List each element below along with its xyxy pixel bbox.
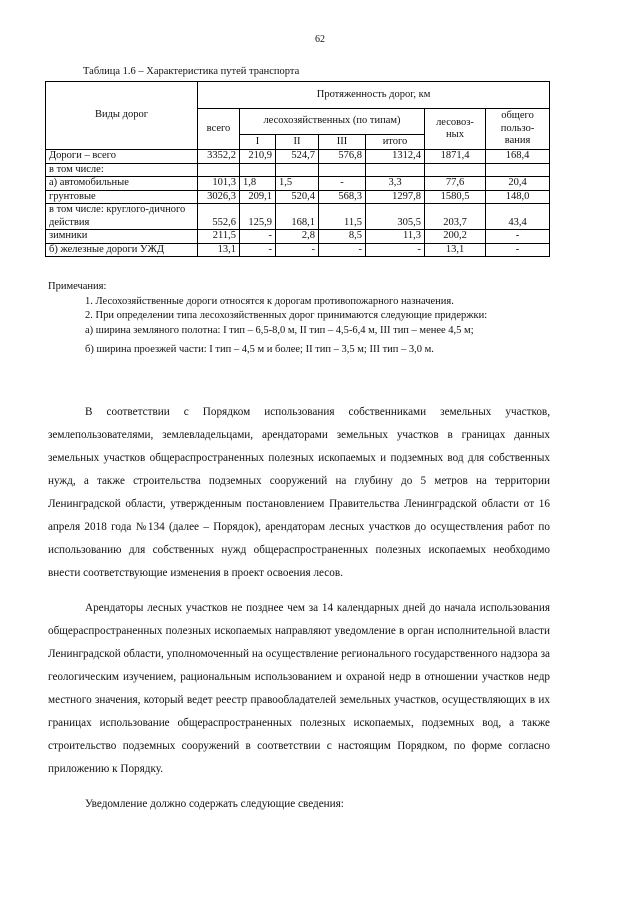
cell-total: 211,5 [198,230,240,244]
cell-type-3: 576,8 [319,150,366,164]
cell-type-2: - [276,243,319,257]
cell-type-3: - [319,243,366,257]
cell-total [198,163,240,177]
cell-type-3: 11,5 [319,204,366,230]
table-row [46,230,550,244]
header-general-use: общего пользо-вания [486,109,550,150]
header-road-types: Виды дорог [46,82,198,150]
cell-timber: 1871,4 [425,150,486,164]
paragraph-2: Арендаторы лесных участков не позднее чем за 14 календарных дней до начала использования общераспространенных полезных ископаемых направляют уведомление в орган исполнительной власти Ленинградской области, уполномоченный на осуществление регионального государственного надзора за геологическим изучением, рациональным использованием и охраной недр в отношении участков недр местного значения, который ведет реестр правообладателей земельных участков, осуществляющих в их границах использование общераспространенных полезных ископаемых, подземных вод, а также строительство подземных сооружений в соответствии с настоящим Порядком, по форме согласно приложению к Порядку. [48,602,550,775]
header-timber-haul: лесовоз-ных [425,109,486,150]
row-label: б) железные дороги УЖД [46,243,198,257]
cell-general: 168,4 [486,150,550,164]
cell-total: 101,3 [198,177,240,191]
note-2a: а) ширина земляного полотна: I тип – 6,5-8,0 м, II тип – 4,5-6,4 м, III тип – менее 4,5 м; [85,324,474,336]
row-label: зимники [46,230,198,244]
page-number: 62 [315,34,325,45]
header-type-1: I [240,135,276,150]
cell-type-3: 568,3 [319,190,366,204]
table-caption: Таблица 1.6 – Характеристика путей транспорта [83,66,300,77]
cell-total: 552,6 [198,204,240,230]
body-text [48,401,550,828]
cell-subtotal: 11,3 [366,230,425,244]
cell-type-1: 1,8 [240,177,276,191]
cell-general: 20,4 [486,177,550,191]
roads-table [45,81,550,257]
table-notes [48,280,550,358]
row-label: а) автомобильные [46,177,198,191]
cell-type-1: - [240,230,276,244]
cell-general [486,163,550,177]
cell-total: 3352,2 [198,150,240,164]
note-2: 2. При определении типа лесохозяйственных дорог принимаются следующие придержки: [85,310,488,321]
cell-type-1: 210,9 [240,150,276,164]
cell-timber: 13,1 [425,243,486,257]
notes-title: Примечания: [48,281,107,292]
note-2b: б) ширина проезжей части: I тип – 4,5 м и более; II тип – 3,5 м; III тип – 3,0 м. [85,344,434,355]
table-row [46,163,550,177]
cell-subtotal: 1312,4 [366,150,425,164]
cell-type-1 [240,163,276,177]
cell-type-1: 125,9 [240,204,276,230]
cell-timber [425,163,486,177]
paragraph-3: Уведомление должно содержать следующие сведения: [85,798,344,810]
cell-type-2 [276,163,319,177]
table-row [46,177,550,191]
cell-general: 43,4 [486,204,550,230]
row-label: в том числе: [46,163,198,177]
header-total: всего [198,109,240,150]
table-row [46,204,550,230]
row-label: Дороги – всего [46,150,198,164]
cell-type-2: 1,5 [276,177,319,191]
cell-subtotal: - [366,243,425,257]
cell-type-2: 168,1 [276,204,319,230]
row-label: в том числе: круглого-дичного действия [46,204,198,230]
header-forest-econ: лесохозяйственных (по типам) [240,109,425,135]
cell-type-2: 524,7 [276,150,319,164]
cell-general: - [486,230,550,244]
table-row [46,243,550,257]
cell-type-2: 520,4 [276,190,319,204]
header-subtotal: итого [366,135,425,150]
cell-total: 13,1 [198,243,240,257]
paragraph-1: В соответствии с Порядком использования собственниками земельных участков, землепользователями, землевладельцами, арендаторами земельных участков в границах данных земельных участков общераспространенных полезных ископаемых и подземных вод для собственных нужд, а также строительства подземных сооружений на глубину до 5 метров на территории Ленинградской области, утвержденным постановлением Правительства Ленинградской области от 16 апреля 2018 года №134 (далее – Порядок), арендаторам лесных участков до осуществления работ по использованию для собственных нужд общераспространенных полезных ископаемых необходимо внести соответствующие изменения в проект освоения лесов. [48,406,550,579]
table-row [46,150,550,164]
cell-type-1: - [240,243,276,257]
header-type-2: II [276,135,319,150]
cell-type-3 [319,163,366,177]
cell-subtotal: 305,5 [366,204,425,230]
header-type-3: III [319,135,366,150]
cell-timber: 200,2 [425,230,486,244]
cell-type-3: - [319,177,366,191]
row-label: грунтовые [46,190,198,204]
cell-timber: 77,6 [425,177,486,191]
cell-total: 3026,3 [198,190,240,204]
cell-subtotal: 1297,8 [366,190,425,204]
cell-subtotal [366,163,425,177]
cell-general: 148,0 [486,190,550,204]
cell-type-1: 209,1 [240,190,276,204]
cell-timber: 1580,5 [425,190,486,204]
cell-subtotal: 3,3 [366,177,425,191]
cell-timber: 203,7 [425,204,486,230]
table-row [46,190,550,204]
cell-general: - [486,243,550,257]
cell-type-3: 8,5 [319,230,366,244]
header-length-group: Протяженность дорог, км [198,82,550,109]
cell-type-2: 2,8 [276,230,319,244]
note-1: 1. Лесохозяйственные дороги относятся к дорогам противопожарного назначения. [85,295,454,307]
